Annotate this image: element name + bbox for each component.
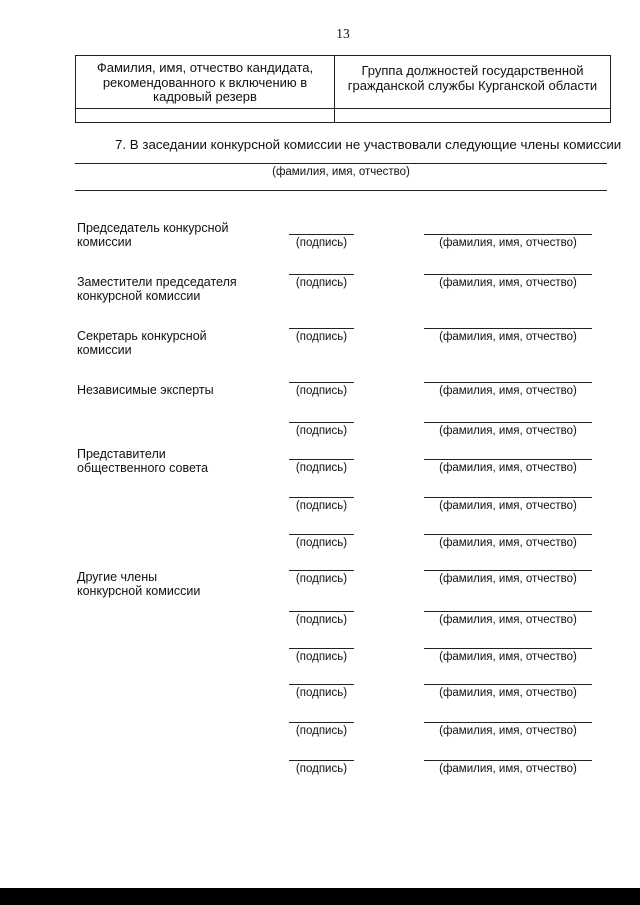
signature-line bbox=[289, 648, 354, 649]
signature-row-other-members bbox=[0, 570, 640, 590]
signature-slot bbox=[289, 274, 354, 289]
name-line bbox=[424, 328, 592, 329]
name-line bbox=[424, 648, 592, 649]
name-slot bbox=[424, 459, 592, 474]
table-cell-empty bbox=[335, 109, 611, 123]
signature-line bbox=[289, 234, 354, 235]
label-public-council: Представители общественного совета bbox=[77, 447, 209, 475]
signature-slot bbox=[289, 234, 354, 249]
signature-slot bbox=[289, 459, 354, 474]
signature-caption: (подпись) bbox=[295, 385, 348, 397]
label-chairman: Председатель конкурсной комиссии bbox=[77, 221, 229, 249]
signature-line bbox=[289, 570, 354, 571]
absent-members-caption: (фамилия, имя, отчество) bbox=[272, 166, 410, 178]
name-slot bbox=[424, 722, 592, 737]
name-caption: (фамилия, имя, отчество) bbox=[439, 331, 577, 343]
signature-caption: (подпись) bbox=[295, 573, 348, 585]
signature-caption: (подпись) bbox=[295, 614, 348, 626]
signature-caption: (подпись) bbox=[295, 537, 348, 549]
signature-row-experts bbox=[0, 382, 640, 402]
page-number: 13 bbox=[336, 26, 350, 41]
name-line bbox=[424, 611, 592, 612]
absent-members-line-2 bbox=[75, 190, 607, 191]
signature-caption: (подпись) bbox=[295, 500, 348, 512]
name-line bbox=[424, 570, 592, 571]
name-line bbox=[424, 534, 592, 535]
signature-slot bbox=[289, 611, 354, 626]
name-line bbox=[424, 274, 592, 275]
name-caption: (фамилия, имя, отчество) bbox=[439, 763, 577, 775]
name-slot bbox=[424, 684, 592, 699]
signature-row-chairman bbox=[0, 234, 640, 254]
section-7-heading: 7. В заседании конкурсной комиссии не участвовали следующие члены комиссии bbox=[115, 137, 622, 152]
signature-row-experts bbox=[0, 422, 640, 442]
signature-line bbox=[289, 611, 354, 612]
table-header-row bbox=[76, 56, 611, 109]
signature-line bbox=[289, 684, 354, 685]
name-caption: (фамилия, имя, отчество) bbox=[439, 614, 577, 626]
name-caption: (фамилия, имя, отчество) bbox=[439, 687, 577, 699]
signature-row-other-members bbox=[0, 648, 640, 668]
signature-line bbox=[289, 722, 354, 723]
header-position-group: Группа должностей государственной гражданской службы Курганской области bbox=[335, 56, 611, 109]
name-slot bbox=[424, 274, 592, 289]
name-line bbox=[424, 684, 592, 685]
signature-row-other-members bbox=[0, 760, 640, 780]
label-deputies: Заместители председателя конкурсной комиссии bbox=[77, 275, 237, 303]
signature-slot bbox=[289, 722, 354, 737]
signature-caption: (подпись) bbox=[295, 687, 348, 699]
name-slot bbox=[424, 422, 592, 437]
table-cell-empty bbox=[76, 109, 335, 123]
signature-caption: (подпись) bbox=[295, 277, 348, 289]
signature-caption: (подпись) bbox=[295, 425, 348, 437]
signature-caption: (подпись) bbox=[295, 725, 348, 737]
signature-slot bbox=[289, 534, 354, 549]
name-slot bbox=[424, 534, 592, 549]
name-caption: (фамилия, имя, отчество) bbox=[439, 573, 577, 585]
signature-line bbox=[289, 497, 354, 498]
name-caption: (фамилия, имя, отчество) bbox=[439, 651, 577, 663]
signature-line bbox=[289, 459, 354, 460]
reserve-table bbox=[75, 55, 611, 123]
name-caption: (фамилия, имя, отчество) bbox=[439, 385, 577, 397]
name-slot bbox=[424, 570, 592, 585]
signature-line bbox=[289, 274, 354, 275]
name-slot bbox=[424, 611, 592, 626]
name-slot bbox=[424, 328, 592, 343]
name-caption: (фамилия, имя, отчество) bbox=[439, 425, 577, 437]
name-line bbox=[424, 497, 592, 498]
signature-row-public-council bbox=[0, 459, 640, 479]
name-slot bbox=[424, 497, 592, 512]
signature-caption: (подпись) bbox=[295, 651, 348, 663]
name-caption: (фамилия, имя, отчество) bbox=[439, 537, 577, 549]
name-caption: (фамилия, имя, отчество) bbox=[439, 462, 577, 474]
signature-caption: (подпись) bbox=[295, 331, 348, 343]
table-row bbox=[76, 109, 611, 123]
signature-row-public-council bbox=[0, 534, 640, 554]
signature-caption: (подпись) bbox=[295, 763, 348, 775]
signature-row-deputies bbox=[0, 274, 640, 294]
name-line bbox=[424, 382, 592, 383]
signature-line bbox=[289, 328, 354, 329]
signature-row-secretary bbox=[0, 328, 640, 348]
name-line bbox=[424, 459, 592, 460]
name-caption: (фамилия, имя, отчество) bbox=[439, 725, 577, 737]
name-line bbox=[424, 422, 592, 423]
signature-slot bbox=[289, 684, 354, 699]
signature-slot bbox=[289, 382, 354, 397]
name-line bbox=[424, 234, 592, 235]
header-candidate-name: Фамилия, имя, отчество кандидата, рекомендованного к включению в кадровый резерв bbox=[76, 56, 335, 109]
name-slot bbox=[424, 760, 592, 775]
signature-row-other-members bbox=[0, 684, 640, 704]
name-caption: (фамилия, имя, отчество) bbox=[439, 277, 577, 289]
label-experts: Независимые эксперты bbox=[77, 383, 214, 397]
signature-caption: (подпись) bbox=[295, 237, 348, 249]
name-caption: (фамилия, имя, отчество) bbox=[439, 237, 577, 249]
name-slot bbox=[424, 234, 592, 249]
signature-row-other-members bbox=[0, 611, 640, 631]
signature-line bbox=[289, 534, 354, 535]
signature-line bbox=[289, 422, 354, 423]
signature-slot bbox=[289, 570, 354, 585]
scan-edge-band bbox=[0, 888, 640, 905]
name-caption: (фамилия, имя, отчество) bbox=[439, 500, 577, 512]
signature-slot bbox=[289, 422, 354, 437]
name-slot bbox=[424, 382, 592, 397]
name-line bbox=[424, 722, 592, 723]
label-secretary: Секретарь конкурсной комиссии bbox=[77, 329, 207, 357]
label-other-members: Другие члены конкурсной комиссии bbox=[77, 570, 201, 598]
name-line bbox=[424, 760, 592, 761]
signature-slot bbox=[289, 497, 354, 512]
absent-members-line bbox=[75, 163, 607, 164]
signature-slot bbox=[289, 328, 354, 343]
signature-caption: (подпись) bbox=[295, 462, 348, 474]
signature-line bbox=[289, 382, 354, 383]
signature-line bbox=[289, 760, 354, 761]
signature-row-other-members bbox=[0, 722, 640, 742]
signature-row-public-council bbox=[0, 497, 640, 517]
signature-slot bbox=[289, 760, 354, 775]
name-slot bbox=[424, 648, 592, 663]
signature-slot bbox=[289, 648, 354, 663]
